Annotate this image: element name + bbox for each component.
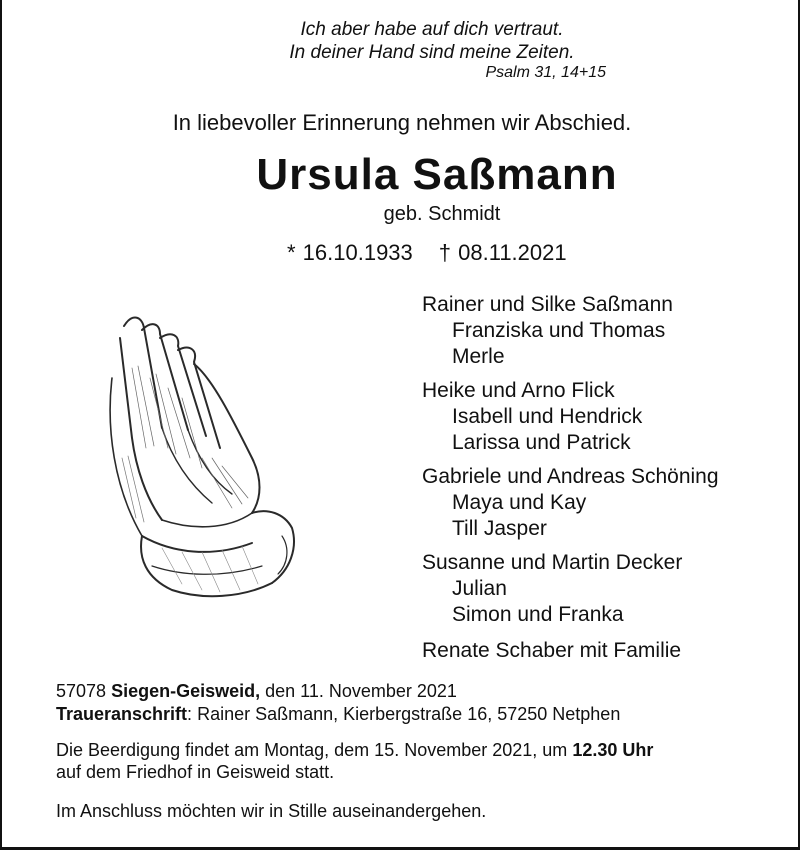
funeral-text-1: Die Beerdigung findet am Montag, dem 15. November 2021, um [56, 740, 568, 760]
family-group [422, 464, 719, 542]
family-extra: Renate Schaber mit Familie [422, 639, 682, 662]
verse-source: Psalm 31, 14+15 [485, 64, 606, 81]
family-child: Julian [452, 577, 507, 600]
address-label: Traueranschrift [56, 704, 188, 724]
bible-verse [152, 18, 712, 64]
family-child: Maya und Kay [452, 491, 587, 514]
funeral-time: 12.30 Uhr [572, 740, 654, 760]
birth-date: * 16.10.1933 [287, 240, 413, 265]
family-head: Heike und Arno Flick [422, 379, 615, 402]
family-child: Larissa und Patrick [452, 431, 631, 454]
praying-hands-icon [102, 308, 312, 608]
family-group [422, 378, 719, 456]
place-zip: 57078 [56, 681, 107, 701]
family-child: Isabell und Hendrick [452, 405, 643, 428]
death-date: † 08.11.2021 [438, 240, 567, 265]
deceased-name: Ursula Saßmann [256, 150, 618, 199]
family-child: Franziska und Thomas [452, 319, 666, 342]
address-separator: : [187, 704, 193, 724]
verse-line-2: In deiner Hand sind meine Zeiten. [289, 42, 575, 63]
funeral-text-2: auf dem Friedhof in Geisweid statt. [56, 762, 335, 782]
place-date-line [56, 680, 457, 702]
funeral-info [56, 739, 653, 783]
intro-text: In liebevoller Erinnerung nehmen wir Abschied. [172, 110, 632, 135]
family-child: Simon und Franka [452, 603, 624, 626]
address-text: Rainer Saßmann, Kierbergstraße 16, 57250 Netphen [197, 704, 621, 724]
birth-name: geb. Schmidt [383, 203, 501, 225]
family-head: Susanne und Martin Decker [422, 551, 683, 574]
family-group [422, 550, 719, 628]
family-list [422, 292, 719, 664]
closing-text: Im Anschluss möchten wir in Stille auseinandergehen. [56, 801, 487, 821]
family-child: Till Jasper [452, 517, 547, 540]
place-date: den 11. November 2021 [265, 681, 457, 701]
life-dates [287, 240, 567, 266]
family-head: Gabriele und Andreas Schöning [422, 465, 719, 488]
mourning-address [56, 703, 620, 725]
family-head: Rainer und Silke Saßmann [422, 293, 673, 316]
place-city: Siegen-Geisweid, [111, 681, 261, 701]
family-group [422, 292, 719, 370]
family-child: Merle [452, 345, 505, 368]
verse-line-1: Ich aber habe auf dich vertraut. [300, 19, 564, 40]
